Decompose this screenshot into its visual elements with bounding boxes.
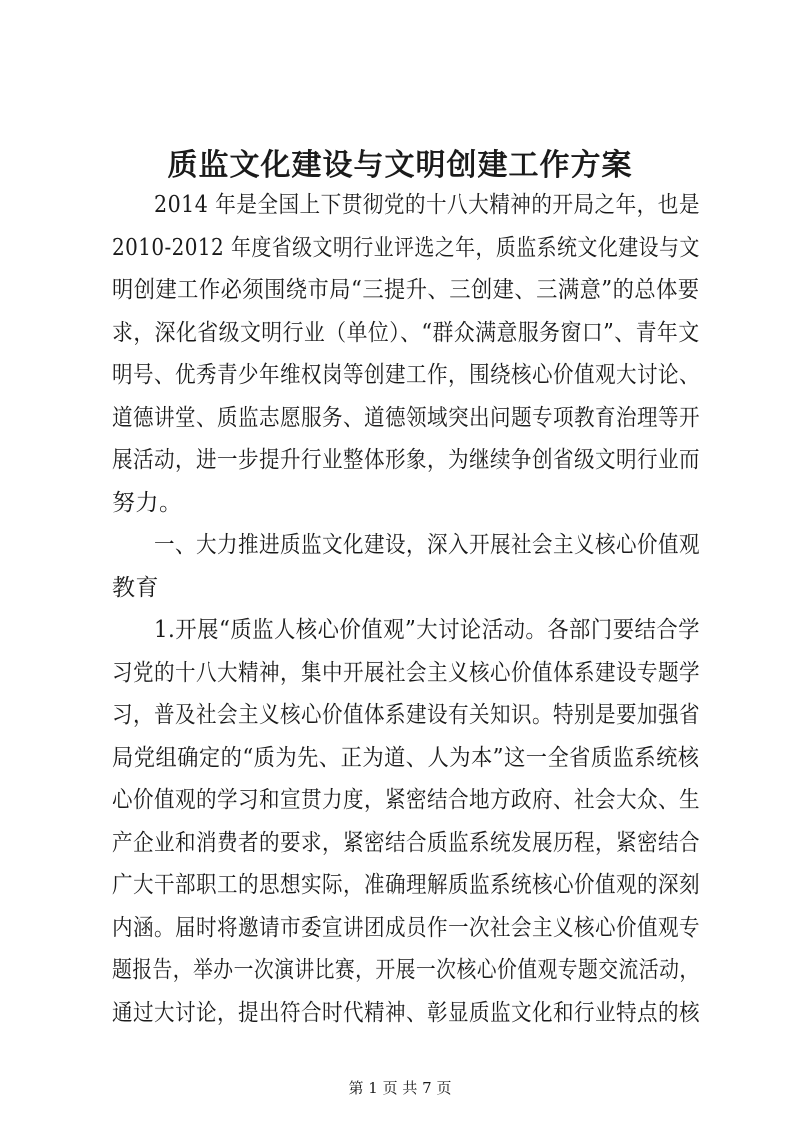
document-title: 质监文化建设与文明创建工作方案 — [167, 148, 633, 183]
paragraph-line: 明创建工作必须围绕市局“三提升、三创建、三满意”的总体要 — [112, 277, 700, 303]
paragraph-line: 求，深化省级文明行业（单位）、“群众满意服务窗口”、青年文 — [112, 320, 700, 346]
paragraph-line: 展活动，进一步提升行业整体形象，为继续争创省级文明行业而 — [112, 447, 700, 473]
paragraph-line: 产企业和消费者的要求，紧密结合质监系统发展历程，紧密结合 — [112, 830, 700, 856]
section-heading-line: 一、大力推进质监文化建设，深入开展社会主义核心价值观 — [154, 532, 700, 558]
paragraph-line: 努力。 — [112, 490, 183, 516]
paragraph-line: 2010-2012 年度省级文明行业评选之年，质监系统文化建设与文 — [112, 235, 700, 261]
paragraph-line: 习，普及社会主义核心价值体系建设有关知识。特别是要加强省 — [112, 702, 700, 728]
paragraph-line: 习党的十八大精神，集中开展社会主义核心价值体系建设专题学 — [112, 660, 700, 686]
paragraph-line: 通过大讨论，提出符合时代精神、彰显质监文化和行业特点的核 — [112, 1000, 700, 1026]
paragraph-line: 局党组确定的“质为先、正为道、人为本”这一全省质监系统核 — [112, 745, 700, 771]
paragraph-line: 明号、优秀青少年维权岗等创建工作，围绕核心价值观大讨论、 — [112, 362, 700, 388]
paragraph-line: 内涵。届时将邀请市委宣讲团成员作一次社会主义核心价值观专 — [112, 915, 700, 941]
paragraph-line: 1.开展“质监人核心价值观”大讨论活动。各部门要结合学 — [154, 617, 700, 643]
section-heading-line: 教育 — [112, 575, 159, 601]
paragraph-line: 2014 年是全国上下贯彻党的十八大精神的开局之年，也是 — [154, 192, 700, 218]
page-number-footer: 第 1 页 共 7 页 — [348, 1079, 452, 1097]
paragraph-line: 心价值观的学习和宣贯力度，紧密结合地方政府、社会大众、生 — [112, 787, 700, 813]
paragraph-line: 道德讲堂、质监志愿服务、道德领域突出问题专项教育治理等开 — [112, 405, 700, 431]
paragraph-line: 题报告，举办一次演讲比赛，开展一次核心价值观专题交流活动， — [112, 957, 700, 983]
paragraph-line: 广大干部职工的思想实际，准确理解质监系统核心价值观的深刻 — [112, 872, 700, 898]
